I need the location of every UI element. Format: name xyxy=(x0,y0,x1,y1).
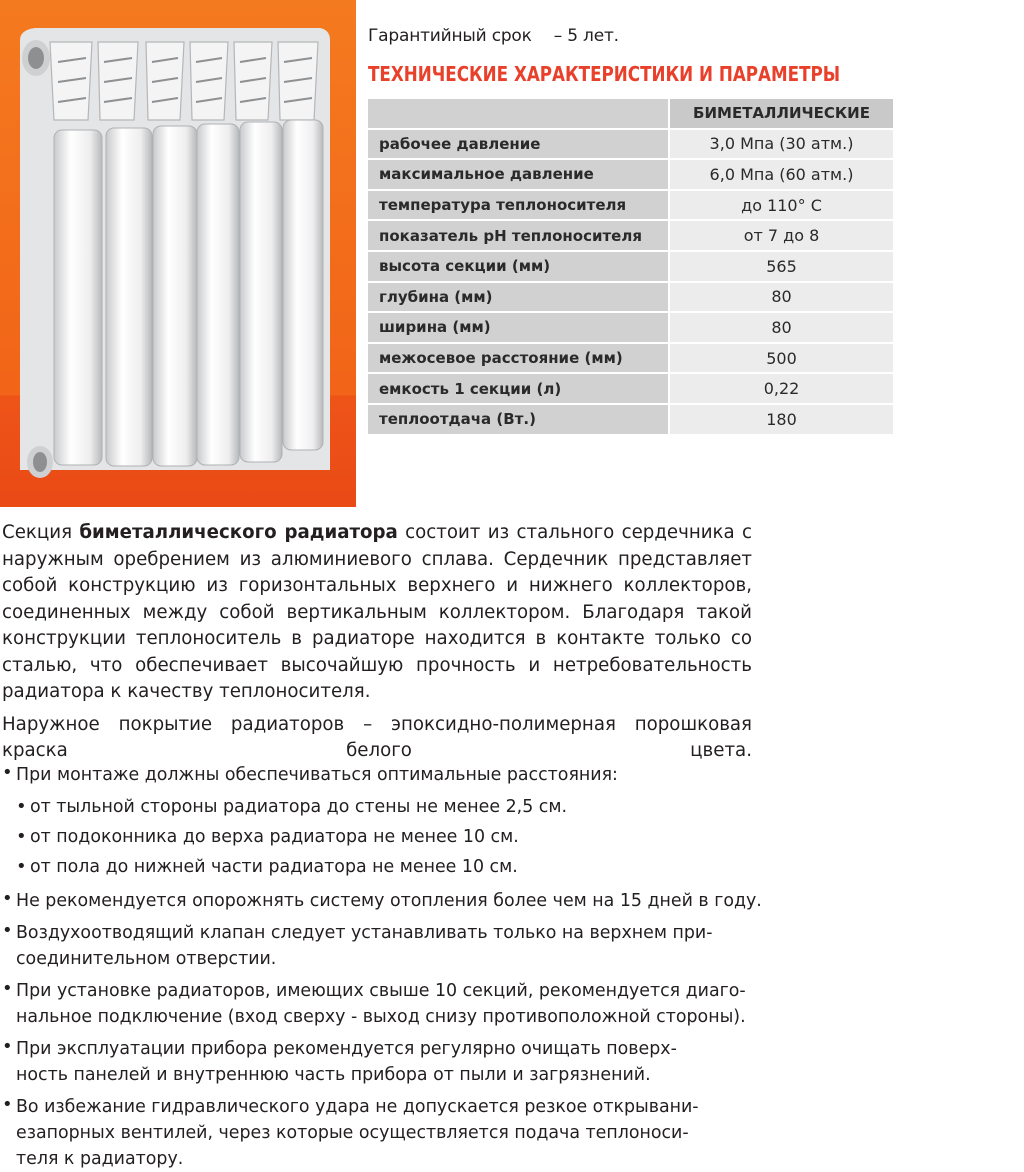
param-name: показатель pH теплоносителя xyxy=(368,221,668,252)
param-value: до 110° С xyxy=(668,191,893,222)
radiator-illustration xyxy=(0,0,356,507)
sub-bullet-text: от подоконника до верха радиатора не менее 10 см. xyxy=(30,827,519,847)
distance-sublist xyxy=(2,792,754,882)
bullet-dot: • xyxy=(16,796,27,817)
fin-3 xyxy=(153,126,197,466)
param-name: температура теплоносителя xyxy=(368,191,668,222)
desc-bold: биметаллического радиатора xyxy=(79,522,398,543)
bullet-text: Не рекомендуется опорожнять систему отопления более чем на 15 дней в году. xyxy=(16,891,762,911)
fin-6 xyxy=(283,120,323,450)
bullet-dot: • xyxy=(16,826,27,847)
bullet-dot: • xyxy=(2,1036,13,1057)
param-name: ширина (мм) xyxy=(368,313,668,344)
bullet-text-line: Во избежание гидравлического удара не допускается резкое открывани- xyxy=(16,1097,699,1117)
list-item xyxy=(2,920,754,972)
fin-1 xyxy=(54,130,102,465)
table-header-row xyxy=(368,99,893,130)
table-row xyxy=(368,252,893,283)
fin-4 xyxy=(197,124,239,465)
desc-start: Секция xyxy=(2,522,80,543)
param-value: 80 xyxy=(668,313,893,344)
recommendations-list xyxy=(2,762,762,1172)
coating-line-1: Наружное покрытие радиаторов – эпоксидно-полимерная порошковая xyxy=(2,714,752,735)
param-name: высота секции (мм) xyxy=(368,252,668,283)
list-item xyxy=(2,888,762,914)
param-value: 0,22 xyxy=(668,374,893,405)
bullet-text-line: нальное подключение (вход сверху - выход снизу противоположной стороны). xyxy=(16,1007,746,1027)
bullet-dot: • xyxy=(2,1094,13,1115)
param-name: емкость 1 секции (л) xyxy=(368,374,668,405)
bullet-text-line: При эксплуатации прибора рекомендуется регулярно очищать поверх- xyxy=(16,1039,677,1059)
table-row xyxy=(368,344,893,375)
table-corner-cell xyxy=(368,99,668,130)
table-row xyxy=(368,313,893,344)
bullet-dot: • xyxy=(2,920,13,941)
param-value: 180 xyxy=(668,405,893,436)
table-row xyxy=(368,221,893,252)
param-name: межосевое расстояние (мм) xyxy=(368,344,668,375)
bullet-dot: • xyxy=(16,856,27,877)
sub-bullet-text: от тыльной стороны радиатора до стены не менее 2,5 см. xyxy=(30,797,567,817)
list-item xyxy=(2,1094,754,1172)
param-name: рабочее давление xyxy=(368,130,668,161)
table-row xyxy=(368,374,893,405)
param-name: теплоотдача (Вт.) xyxy=(368,405,668,436)
sub-list-item xyxy=(16,852,754,882)
fin-2 xyxy=(106,128,152,466)
bullet-text-line: Воздухоотводящий клапан следует устанавливать только на верхнем при- xyxy=(16,923,713,943)
spec-table xyxy=(368,99,893,436)
sub-bullet-text: от пола до нижней части радиатора не менее 10 см. xyxy=(30,857,518,877)
bullet-text-line: теля к радиатору. xyxy=(16,1149,184,1169)
warranty-label: Гарантийный срок xyxy=(368,26,532,46)
table-row xyxy=(368,130,893,161)
param-value: 565 xyxy=(668,252,893,283)
coating-paragraph xyxy=(2,712,752,761)
param-value: от 7 до 8 xyxy=(668,221,893,252)
param-value: 80 xyxy=(668,283,893,314)
param-value: 6,0 Мпа (60 атм.) xyxy=(668,160,893,191)
list-item xyxy=(2,1036,754,1088)
warranty-value: – 5 лет. xyxy=(553,26,619,46)
warranty-line xyxy=(368,26,619,46)
table-row xyxy=(368,283,893,314)
coating-line-2: краска белого цвета. xyxy=(2,740,752,761)
bullet-dot: • xyxy=(2,978,13,999)
table-row xyxy=(368,160,893,191)
description-paragraph xyxy=(2,520,752,706)
param-name: максимальное давление xyxy=(368,160,668,191)
bullet-text: При монтаже должны обеспечиваться оптимальные расстояния: xyxy=(16,765,618,785)
list-item xyxy=(2,762,754,788)
bullet-text-line: ность панелей и внутреннюю часть прибора от пыли и загрязнений. xyxy=(16,1065,651,1085)
bullet-text-line: При установке радиаторов, имеющих свыше 10 секций, рекомендуется диаго- xyxy=(16,981,746,1001)
table-row xyxy=(368,191,893,222)
bullet-dot: • xyxy=(2,762,13,783)
column-header-bimetallic: БИМЕТАЛЛИЧЕСКИЕ xyxy=(668,99,893,130)
param-value: 3,0 Мпа (30 атм.) xyxy=(668,130,893,161)
spec-title: ТЕХНИЧЕСКИЕ ХАРАКТЕРИСТИКИ И ПАРАМЕТРЫ xyxy=(368,62,841,86)
sub-list-item xyxy=(16,822,754,852)
bullet-text-line: соединительном отверстии. xyxy=(16,949,277,969)
bullet-text-line: езапорных вентилей, через которые осуществляется подача теплоноси- xyxy=(16,1123,689,1143)
param-name: глубина (мм) xyxy=(368,283,668,314)
fin-5 xyxy=(240,122,282,462)
radiator-photo xyxy=(0,0,356,507)
desc-rest: состоит из стального сердечника с наружным оребрением из алюминиевого сплава. Сердечник представляет собой конструкцию из горизонтальных верхнего и нижнего коллекторов, соединенных между собой вертикальным коллектором. Благодаря такой конструкции теплоноситель в радиаторе находится в контакте только со сталью, что обеспечивает высочайшую прочность и нетребовательность радиатора к качеству теплоносителя. xyxy=(2,522,752,702)
bullet-dot: • xyxy=(2,888,13,909)
param-value: 500 xyxy=(668,344,893,375)
sub-list-item xyxy=(16,792,754,822)
list-item xyxy=(2,978,754,1030)
table-row xyxy=(368,405,893,436)
